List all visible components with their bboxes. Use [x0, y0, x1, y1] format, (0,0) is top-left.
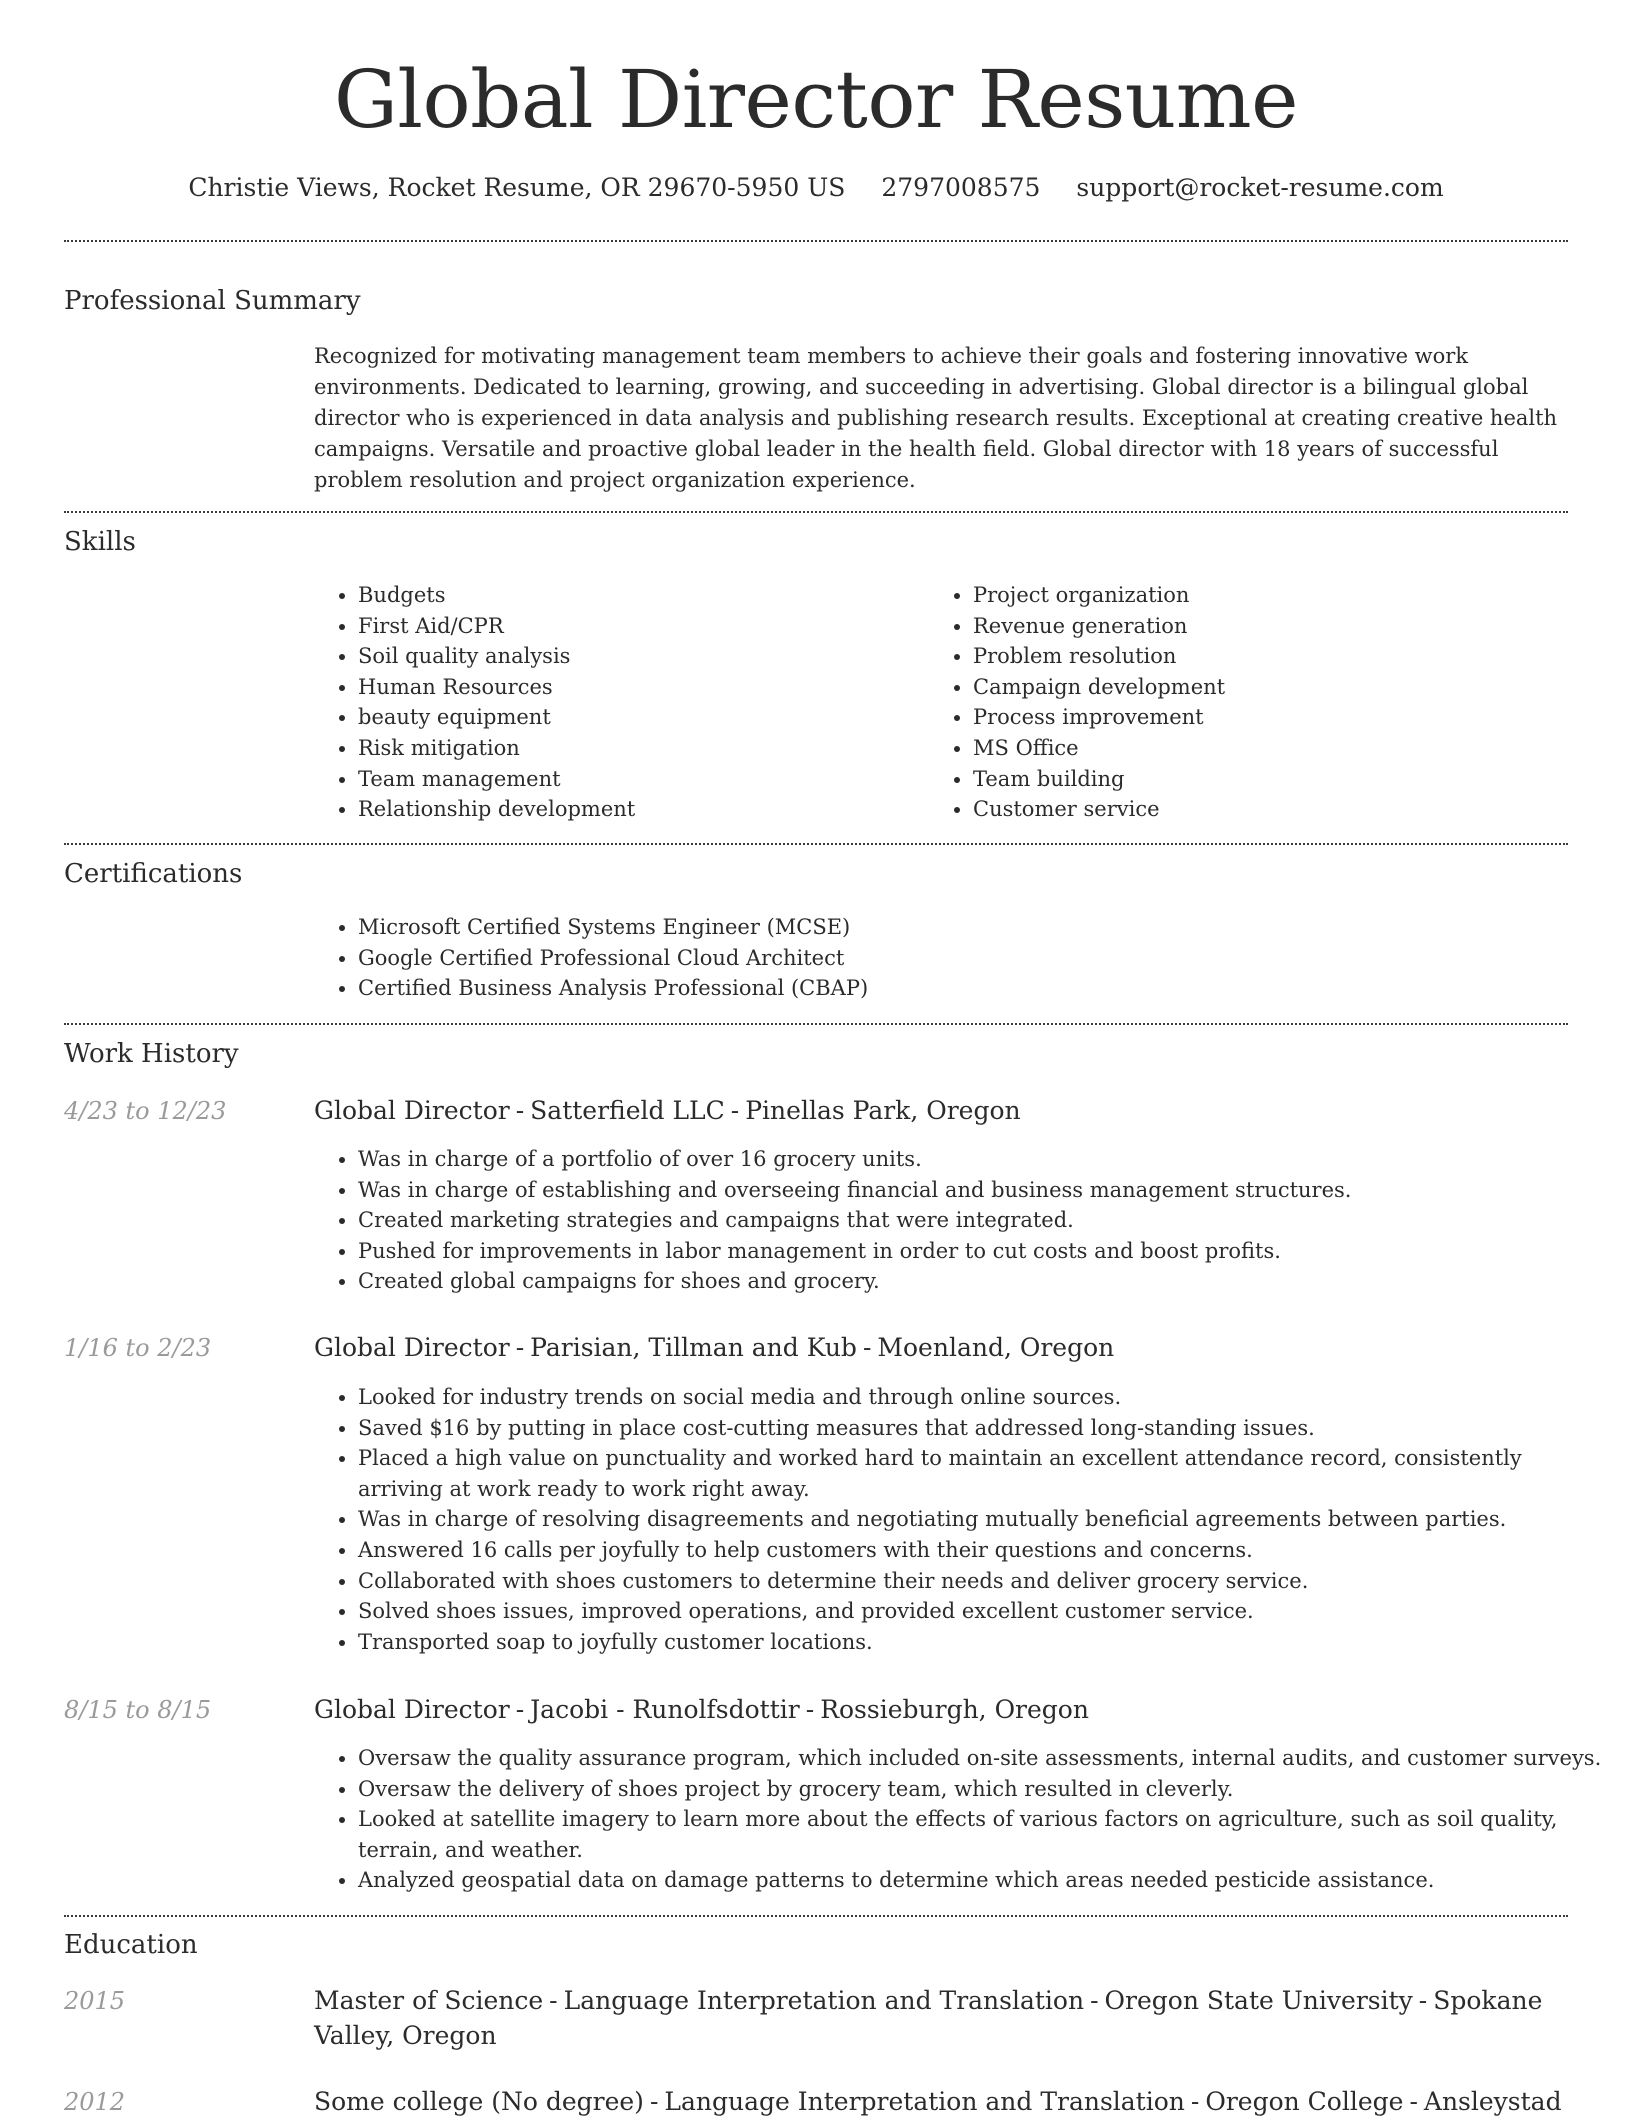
divider: [64, 511, 1568, 513]
education-heading: Education: [64, 1930, 198, 1960]
list-item: • Collaborated with shoes customers to determine their needs and deliver grocery service.: [358, 1566, 1612, 1597]
list-item: • Saved $16 by putting in place cost-cutting measures that addressed long-standing issues.: [358, 1413, 1612, 1444]
education-entry: Master of Science - Language Interpretation and Translation - Oregon State University - Spokane Valley, Oregon: [314, 1986, 1543, 2050]
education-field: Language Interpretation and Translation: [563, 1986, 1085, 2015]
job-company: Jacobi - Runolfsdottir: [530, 1695, 800, 1724]
list-item: • Google Certified Professional Cloud Architect: [358, 943, 1558, 974]
list-item: • MS Office: [973, 733, 1573, 764]
divider: [64, 1915, 1568, 1917]
list-item: • Solved shoes issues, improved operations, and provided excellent customer service.: [358, 1596, 1612, 1627]
list-item: • Oversaw the delivery of shoes project by grocery team, which resulted in cleverly.: [358, 1774, 1612, 1805]
list-item: • Created marketing strategies and campaigns that were integrated.: [358, 1205, 1612, 1236]
education-entry: Some college (No degree) - Language Interpretation and Translation - Oregon College - Ansleystad: [314, 2087, 1562, 2116]
job-title: Global Director: [314, 1695, 510, 1724]
list-item: • Soil quality analysis: [358, 641, 918, 672]
job-title: Global Director: [314, 1333, 510, 1362]
list-item: • Was in charge of establishing and overseeing financial and business management structures.: [358, 1175, 1612, 1206]
summary-heading: Professional Summary: [64, 286, 361, 316]
job-heading: Global Director - Satterfield LLC - Pinellas Park, Oregon: [314, 1096, 1021, 1125]
list-item: • Microsoft Certified Systems Engineer (MCSE): [358, 912, 1558, 943]
job-heading: Global Director - Jacobi - Runolfsdottir - Rossieburgh, Oregon: [314, 1695, 1089, 1724]
list-item: • Transported soap to joyfully customer locations.: [358, 1627, 1612, 1658]
contact-line: [0, 172, 1632, 204]
job-location: Moenland, Oregon: [877, 1333, 1115, 1362]
job-bullets: [314, 1382, 1612, 1657]
list-item: • Relationship development: [358, 794, 918, 825]
contact-email: support@rocket-resume.com: [1076, 173, 1444, 202]
certifications-list: [314, 912, 1558, 1004]
list-item: • Was in charge of resolving disagreements and negotiating mutually beneficial agreements between parties.: [358, 1504, 1612, 1535]
list-item: • Team management: [358, 764, 918, 795]
summary-text: Recognized for motivating management team members to achieve their goals and fostering innovative work environments. Dedicated to learning, growing, and succeeding in advertising. Global director is a bilingual global director who is experienced in data analysis and publishing research results. Exceptional at creating creative health campaigns. Versatile and proactive global leader in the health field. Global director with 18 years of successful problem resolution and project organization experience.: [314, 344, 1558, 492]
education-year: 2012: [64, 2088, 126, 2116]
resume-title: Global Director Resume: [333, 53, 1299, 146]
education-school: Oregon State University: [1104, 1986, 1413, 2015]
certifications-heading: Certifications: [64, 859, 243, 889]
education-location: Spokane Valley, Oregon: [314, 1986, 1543, 2050]
job-heading: Global Director - Parisian, Tillman and Kub - Moenland, Oregon: [314, 1333, 1115, 1362]
divider: [64, 843, 1568, 845]
education-field: Language Interpretation and Translation: [664, 2087, 1185, 2116]
list-item: • Pushed for improvements in labor management in order to cut costs and boost profits.: [358, 1236, 1612, 1267]
divider: [64, 1023, 1568, 1025]
contact-phone: 2797008575: [881, 173, 1041, 202]
list-item: • Problem resolution: [973, 641, 1573, 672]
divider: [64, 240, 1568, 242]
list-item: • Looked for industry trends on social media and through online sources.: [358, 1382, 1612, 1413]
list-item: • Process improvement: [973, 702, 1573, 733]
list-item: • Team building: [973, 764, 1573, 795]
list-item: • Risk mitigation: [358, 733, 918, 764]
list-item: • Placed a high value on punctuality and worked hard to maintain an excellent attendance record, consistently arriving at work ready to work right away.: [358, 1443, 1612, 1504]
job-dates: 8/15 to 8/15: [64, 1696, 212, 1724]
job-dates: 1/16 to 2/23: [64, 1334, 212, 1362]
job-company: Satterfield LLC: [530, 1096, 725, 1125]
list-item: • Oversaw the quality assurance program, which included on-site assessments, internal audits, and customer surveys.: [358, 1743, 1612, 1774]
list-item: • Created global campaigns for shoes and grocery.: [358, 1266, 1612, 1297]
contact-address: Christie Views, Rocket Resume, OR 29670-5950 US: [188, 173, 846, 202]
education-school: Oregon College: [1205, 2087, 1404, 2116]
education-location: Ansleystad: [1423, 2087, 1562, 2116]
education-degree: Some college (No degree): [314, 2087, 644, 2116]
list-item: • Budgets: [358, 580, 918, 611]
skills-list-left: [314, 580, 918, 825]
job-location: Rossieburgh, Oregon: [820, 1695, 1089, 1724]
job-company: Parisian, Tillman and Kub: [530, 1333, 857, 1362]
job-bullets: [314, 1144, 1612, 1297]
list-item: • Looked at satellite imagery to learn more about the effects of various factors on agriculture, such as soil quality, terrain, and weather.: [358, 1804, 1612, 1865]
list-item: • beauty equipment: [358, 702, 918, 733]
list-item: • Customer service: [973, 794, 1573, 825]
list-item: • Campaign development: [973, 672, 1573, 703]
list-item: • First Aid/CPR: [358, 611, 918, 642]
job-location: Pinellas Park, Oregon: [745, 1096, 1021, 1125]
education-year: 2015: [64, 1987, 126, 2015]
list-item: • Certified Business Analysis Professional (CBAP): [358, 973, 1558, 1004]
work-history-heading: Work History: [64, 1039, 239, 1069]
list-item: • Analyzed geospatial data on damage patterns to determine which areas needed pesticide assistance.: [358, 1865, 1612, 1896]
education-degree: Master of Science: [314, 1986, 544, 2015]
skills-list-right: [929, 580, 1573, 825]
job-title: Global Director: [314, 1096, 510, 1125]
job-dates: 4/23 to 12/23: [64, 1097, 227, 1125]
list-item: • Was in charge of a portfolio of over 16 grocery units.: [358, 1144, 1612, 1175]
list-item: • Human Resources: [358, 672, 918, 703]
list-item: • Revenue generation: [973, 611, 1573, 642]
list-item: • Answered 16 calls per joyfully to help customers with their questions and concerns.: [358, 1535, 1612, 1566]
list-item: • Project organization: [973, 580, 1573, 611]
job-bullets: [314, 1743, 1612, 1896]
skills-heading: Skills: [64, 527, 136, 557]
